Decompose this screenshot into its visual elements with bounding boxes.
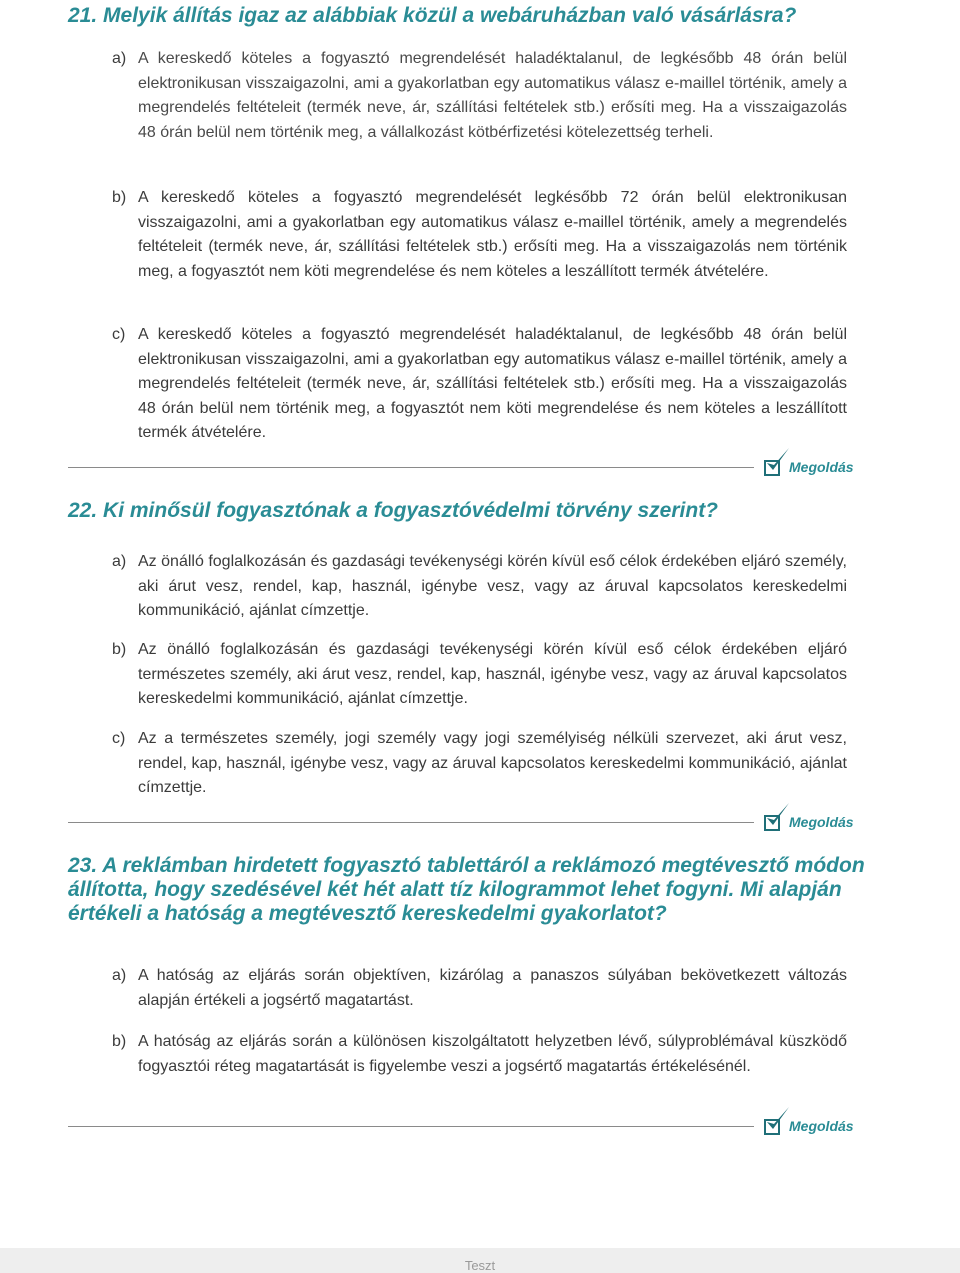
q23-solution-row xyxy=(68,1111,858,1141)
answer-text: Az a természetes személy, jogi személy vagy jogi személyiség nélküli szervezet, aki árut vesz, rendel, kap, használ, igénybe vesz, vagy az áruval kapcsolatos kereskedelmi kommunikáció, ajánlat címzettje. xyxy=(138,730,847,796)
q22-solution-button[interactable] xyxy=(764,807,858,837)
solution-label: Megoldás xyxy=(789,814,854,830)
q22-solution-row xyxy=(68,807,858,837)
q23-solution-button[interactable] xyxy=(764,1111,858,1141)
question-21-title xyxy=(68,4,928,28)
answer-letter: b) xyxy=(112,641,127,658)
checkmark-icon xyxy=(764,446,792,476)
answer-letter: b) xyxy=(112,1033,127,1050)
q22-answer-a[interactable] xyxy=(112,550,847,624)
footer-label: Teszt xyxy=(464,1258,496,1273)
solution-label: Megoldás xyxy=(789,1118,854,1134)
answer-letter: a) xyxy=(112,50,127,67)
answer-letter: a) xyxy=(112,967,127,984)
q21-answer-c[interactable] xyxy=(112,323,847,446)
q21-solution-row xyxy=(68,452,858,482)
answer-text: Az önálló foglalkozásán és gazdasági tevékenységi körén kívül eső célok érdekében eljáró személy, aki árut vesz, rendel, kap, használ, igénybe vesz, vagy az áruval kapcsolatos kereskedelmi kommunikáció, ajánlat címzettje. xyxy=(138,553,847,619)
answer-letter: c) xyxy=(112,730,126,747)
question-23-text: A reklámban hirdetett fogyasztó tablettáról a reklámozó megtévesztő módon állította, hogy szedésével két hét alatt tíz kilogrammot lehet fogyni. Mi alapján értékeli a hatóság a megtévesztő kereskedelmi gyakorlatot? xyxy=(68,854,865,925)
answer-text: A kereskedő köteles a fogyasztó megrendelését haladéktalanul, de legkésőbb 48 órán belül elektronikusan visszaigazolni, ami a gyakorlatban egy automatikus válasz e-maillel történik, amely a megrendelés feltételeit (termék neve, ár, szállítási feltételek stb.) erősíti meg. Ha a visszaigazolás 48 órán belül nem történik meg, a fogyasztót nem köti megrendelése és nem köteles a leszállított termék átvételére. xyxy=(138,326,847,441)
question-23-title xyxy=(68,854,898,926)
question-22-title xyxy=(68,499,928,523)
answer-letter: c) xyxy=(112,326,126,343)
q22-answer-b[interactable] xyxy=(112,638,847,712)
answer-text: A hatóság az eljárás során a különösen kiszolgáltatott helyzetben lévő, súlyproblémával küszködő fogyasztói réteg magatartását is figyelembe veszi a jogsértő magatartás értékelésénél. xyxy=(138,1033,847,1075)
solution-label: Megoldás xyxy=(789,459,854,475)
answer-letter: b) xyxy=(112,189,127,206)
checkmark-icon xyxy=(764,801,792,831)
question-22-text: Ki minősül fogyasztónak a fogyasztóvédelmi törvény szerint? xyxy=(103,499,719,522)
question-21-text: Melyik állítás igaz az alábbiak közül a webáruházban való vásárlásra? xyxy=(103,4,797,27)
q23-answer-a[interactable] xyxy=(112,964,847,1013)
question-21-number: 21. xyxy=(68,4,98,27)
divider xyxy=(68,1126,754,1127)
answer-text: A kereskedő köteles a fogyasztó megrendelését legkésőbb 72 órán belül elektronikusan visszaigazolni, ami a gyakorlatban egy automatikus válasz e-maillel történik, amely a megrendelés feltételeit (termék neve, ár, szállítási feltételek stb.) erősíti meg. Ha a visszaigazolás nem történik meg, a fogyasztót nem köti megrendelése és nem köteles a leszállított termék átvételére. xyxy=(138,189,847,280)
question-22-number: 22. xyxy=(68,499,98,522)
checkmark-icon xyxy=(764,1105,792,1135)
q21-answer-b[interactable] xyxy=(112,186,847,284)
q21-solution-button[interactable] xyxy=(764,452,858,482)
answer-letter: a) xyxy=(112,553,127,570)
q23-answer-b[interactable] xyxy=(112,1030,847,1079)
q21-answer-a[interactable] xyxy=(112,47,847,145)
answer-text: A kereskedő köteles a fogyasztó megrendelését haladéktalanul, de legkésőbb 48 órán belül elektronikusan visszaigazolni, ami a gyakorlatban egy automatikus válasz e-maillel történik, amely a megrendelés feltételeit (termék neve, ár, szállítási feltételek stb.) erősíti meg. Ha a visszaigazolás 48 órán belül nem történik meg, a vállalkozást kötbérfizetési kötelezettség terheli. xyxy=(138,50,847,141)
answer-text: Az önálló foglalkozásán és gazdasági tevékenységi körén kívül eső célok érdekében eljáró természetes személy, aki árut vesz, rendel, kap, használ, igénybe vesz, vagy az áruval kapcsolatos kereskedelmi kommunikáció, ajánlat címzettje. xyxy=(138,641,847,707)
q22-answer-c[interactable] xyxy=(112,727,847,801)
divider xyxy=(68,467,754,468)
answer-text: A hatóság az eljárás során objektíven, kizárólag a panaszos súlyában bekövetkezett változás alapján értékeli a jogsértő magatartást. xyxy=(138,967,847,1009)
divider xyxy=(68,822,754,823)
question-23-number: 23. xyxy=(68,854,98,877)
